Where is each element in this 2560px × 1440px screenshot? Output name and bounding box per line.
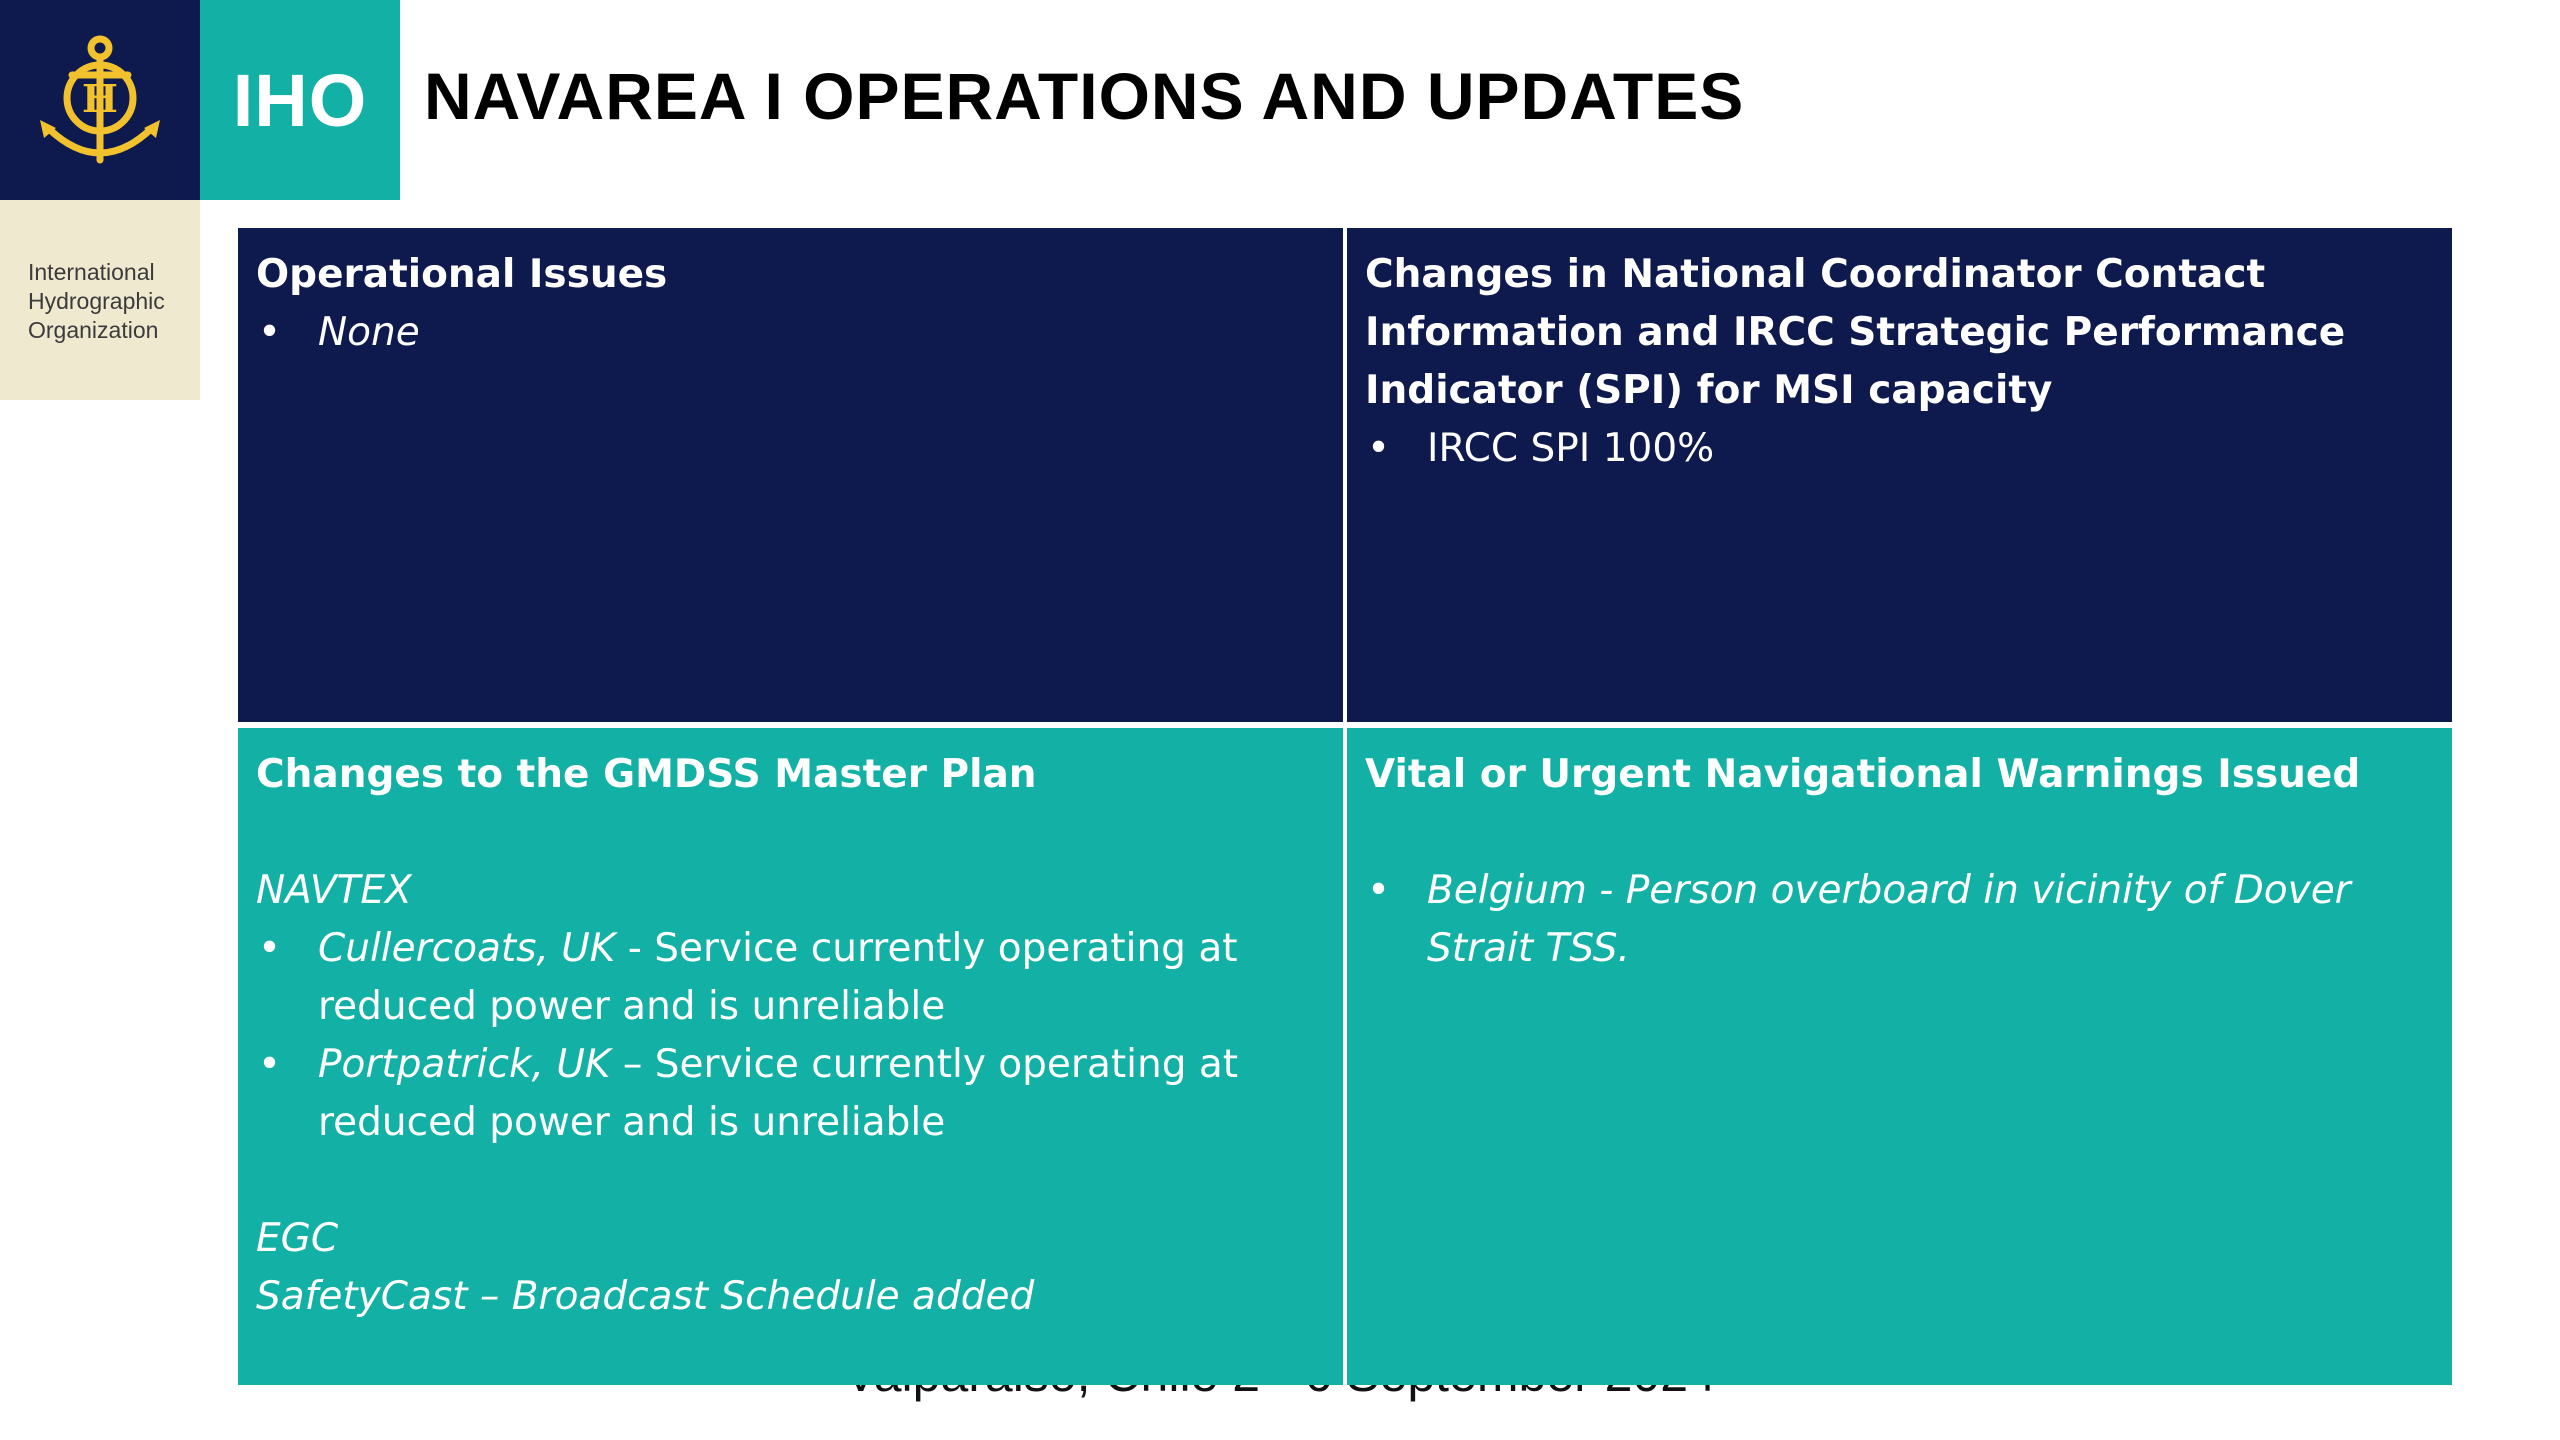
iho-badge (200, 0, 400, 200)
station-status: Service currently operating at reduced power and is unreliable (318, 926, 1238, 1029)
bullet-list (1365, 862, 2434, 978)
egc-label: EGC (256, 1216, 339, 1261)
station-name: Portpatrick, UK (318, 1042, 611, 1087)
org-name-line: Hydrographic (28, 288, 165, 314)
gmdss-master-plan-panel (238, 728, 1343, 1385)
station-name: Cullercoats, UK (318, 926, 616, 971)
operational-issues-panel (238, 228, 1343, 722)
national-coordinator-panel (1347, 228, 2452, 722)
list-item: • None (256, 304, 1325, 362)
iho-logo (0, 0, 200, 200)
panel-heading: Changes in National Coordinator Contact Information and IRCC Strategic Performance Indicator (SPI) for MSI capacity (1365, 252, 2346, 413)
svg-text:H: H (82, 76, 118, 121)
bullet-list (1365, 420, 2434, 478)
panel-heading: Operational Issues (256, 252, 668, 297)
egc-line: SafetyCast – Broadcast Schedule added (256, 1274, 1035, 1319)
org-name-line: Organization (28, 317, 159, 343)
iho-abbreviation: IHO (232, 58, 368, 142)
list-item: • Belgium - Person overboard in vicinity of Dover Strait TSS. (1365, 862, 2434, 978)
panel-heading: Vital or Urgent Navigational Warnings Issued (1365, 752, 2361, 797)
org-name-line: International (28, 259, 155, 285)
organization-name (0, 200, 200, 400)
anchor-emblem-icon (0, 0, 200, 200)
navigational-warnings-panel (1347, 728, 2452, 1385)
list-item (256, 1036, 1325, 1152)
station-status: Service currently operating at reduced power and is unreliable (318, 1042, 1239, 1145)
panel-heading: Changes to the GMDSS Master Plan (256, 752, 1037, 797)
bullet-list (256, 304, 1325, 362)
separator: - (615, 926, 655, 971)
separator: – (610, 1042, 655, 1087)
navtex-label: NAVTEX (256, 868, 412, 913)
list-item: • IRCC SPI 100% (1365, 420, 2434, 478)
list-item (256, 920, 1325, 1036)
navtex-list (256, 920, 1325, 1152)
slide-title: NAVAREA I OPERATIONS AND UPDATES (424, 59, 1745, 133)
